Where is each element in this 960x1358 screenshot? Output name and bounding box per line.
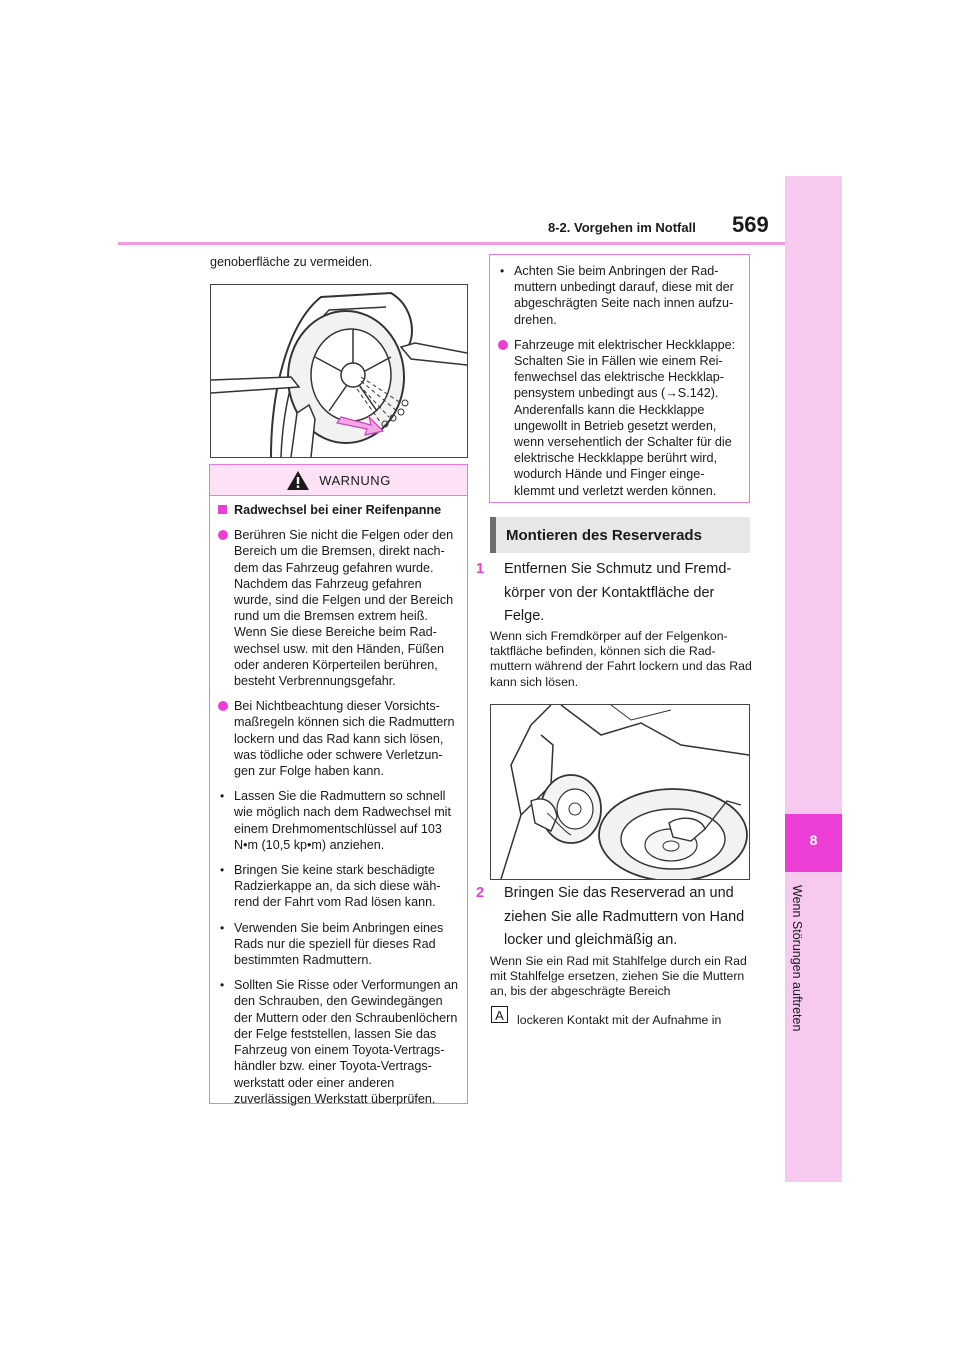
warning-bullet-item: • Bringen Sie keine stark beschädigte Radzierkappe an, da sich diese wäh-rend der Fahrt vom Rad lösen kann.: [220, 863, 441, 910]
warning-dot-text: Berühren Sie nicht die Felgen oder den Bereich um die Bremsen, direkt nach-dem das Fahrzeug gefahren wurde. Nachdem das Fahrzeug gefahren wurde, sind die Felgen und der Bereich rund um die Bremsen extrem heiß. Wenn Sie diese Bereiche beim Rad-wechsel usw. mit den Händen, Füßen oder anderen Körperteilen berühren, besteht Verbrennungsgefahr.: [234, 528, 454, 689]
step-2: [476, 882, 752, 953]
warning-dot-item: [218, 698, 459, 779]
warning-box: [209, 464, 468, 1104]
warning-bullet-item: • Verwenden Sie beim Anbringen eines Rads nur die speziell für dieses Rad bestimmten Radmuttern.: [220, 920, 444, 968]
square-bullet-icon: [218, 505, 227, 514]
section-heading: Montieren des Reserverads: [490, 517, 750, 553]
intro-text: genoberfläche zu vermeiden.: [210, 255, 373, 269]
dot-bullet-icon: [218, 701, 228, 711]
step-number: 1: [476, 561, 485, 577]
warning-triangle-icon: [286, 470, 310, 491]
warning-bullet-item: • Sollten Sie Risse oder Verformungen an den Schrauben, den Gewindegängen der Muttern oder den Schraubenlöchern der Felge feststellen, lassen Sie das Fahrzeug von einem Toyota-Vertrags-händler bzw. einer Toyota-Vertrags-werkstatt oder einer anderen zuverlässigen Werkstatt überprüfen.: [220, 978, 459, 1106]
warning-heading: Radwechsel bei einer Reifenpanne: [234, 503, 442, 517]
caution-continuation-box: [489, 254, 750, 503]
step-text: Bringen Sie das Reserverad an und ziehen Sie alle Radmuttern von Hand locker und gleichmäßig an.: [504, 885, 745, 948]
warning-title: WARNUNG: [319, 472, 391, 488]
warning-dot-item: [218, 527, 459, 689]
wheel-nut-illustration: [210, 284, 468, 458]
spare-wheel-illustration: [490, 704, 750, 880]
header-rule: [118, 242, 785, 245]
dot-bullet-icon: [498, 340, 508, 350]
section-title: 8-2. Vorgehen im Notfall: [548, 220, 696, 235]
warning-header: [210, 465, 467, 496]
callout-a-marker: A: [491, 1006, 508, 1023]
chapter-label: Wenn Störungen auftreten: [790, 885, 804, 1032]
warning-bullet-text: Sollten Sie Risse oder Verformungen an den Schrauben, den Gewindegängen der Muttern oder den Schraubenlöchern der Felge feststellen, lassen Sie das Fahrzeug von einem Toyota-Vertrags-händler bzw. einer Toyota-Vertrags-werkstatt oder einer anderen zuverlässigen Werkstatt überprüfen.: [234, 978, 459, 1106]
step-1-description: Wenn sich Fremdkörper auf der Felgenkon-taktfläche befinden, können sich die Rad-muttern während der Fahrt lockern und das Rad kann sich lösen.: [490, 629, 752, 689]
caution-bullet-item: • Achten Sie beim Anbringen der Rad-muttern unbedingt darauf, diese mit der abgeschrägten Seite nach innen aufzu-drehen.: [500, 264, 734, 327]
page-number: 569: [732, 212, 769, 237]
warning-dot-text: Bei Nichtbeachtung dieser Vorsichts-maßregeln können sich die Radmuttern lockern und das Rad kann sich lösen, was tödliche oder schwere Verletzun-gen zur Folge haben kann.: [234, 699, 455, 779]
step-text: Entfernen Sie Schmutz und Fremd-körper von der Kontaktfläche der Felge.: [504, 561, 732, 624]
warning-bullet-item: • Lassen Sie die Radmuttern so schnell wie möglich nach dem Radwechsel mit einem Drehmomentschlüssel auf 103 N•m (10,5 kp•m) anziehen.: [220, 789, 451, 852]
warning-heading-item: [218, 502, 459, 518]
step-number: 2: [476, 885, 485, 901]
warning-bullet-text: Verwenden Sie beim Anbringen eines Rads nur die speziell für dieses Rad bestimmten Radmuttern.: [234, 920, 444, 968]
callout-a-text: lockeren Kontakt mit der Aufnahme in: [517, 1013, 722, 1027]
step-1: [476, 558, 752, 629]
step-2-description: Wenn Sie ein Rad mit Stahlfelge durch ein Rad mit Stahlfelge ersetzen, ziehen Sie die Muttern an, bis der abgeschrägte Bereich: [490, 954, 747, 999]
caution-bullet-text: Achten Sie beim Anbringen der Rad-muttern unbedingt darauf, diese mit der abgeschrägten Seite nach innen aufzu-drehen.: [514, 264, 734, 327]
dot-bullet-icon: [218, 530, 228, 540]
warning-bullet-text: Bringen Sie keine stark beschädigte Radzierkappe an, da sich diese wäh-rend der Fahrt vom Rad lösen kann.: [234, 863, 441, 910]
chapter-number: 8: [809, 832, 818, 848]
warning-bullet-text: Lassen Sie die Radmuttern so schnell wie möglich nach dem Radwechsel mit einem Drehmomentschlüssel auf 103 N•m (10,5 kp•m) anziehen.: [234, 789, 451, 852]
caution-dot-text: Fahrzeuge mit elektrischer Heckklappe: Schalten Sie in Fällen wie einem Rei-fenwechsel das elektrische Heckklap-pensystem unbedingt aus (→S.142). Anderenfalls kann die Heckklappe ungewollt in Betrieb gesetzt werden, wenn versehentlich der Schalter für die elektrische Heckklappe berührt wird, wodurch Hände und Finger einge-klemmt und verletzt werden können.: [514, 337, 736, 498]
caution-dot-item: [498, 337, 741, 499]
